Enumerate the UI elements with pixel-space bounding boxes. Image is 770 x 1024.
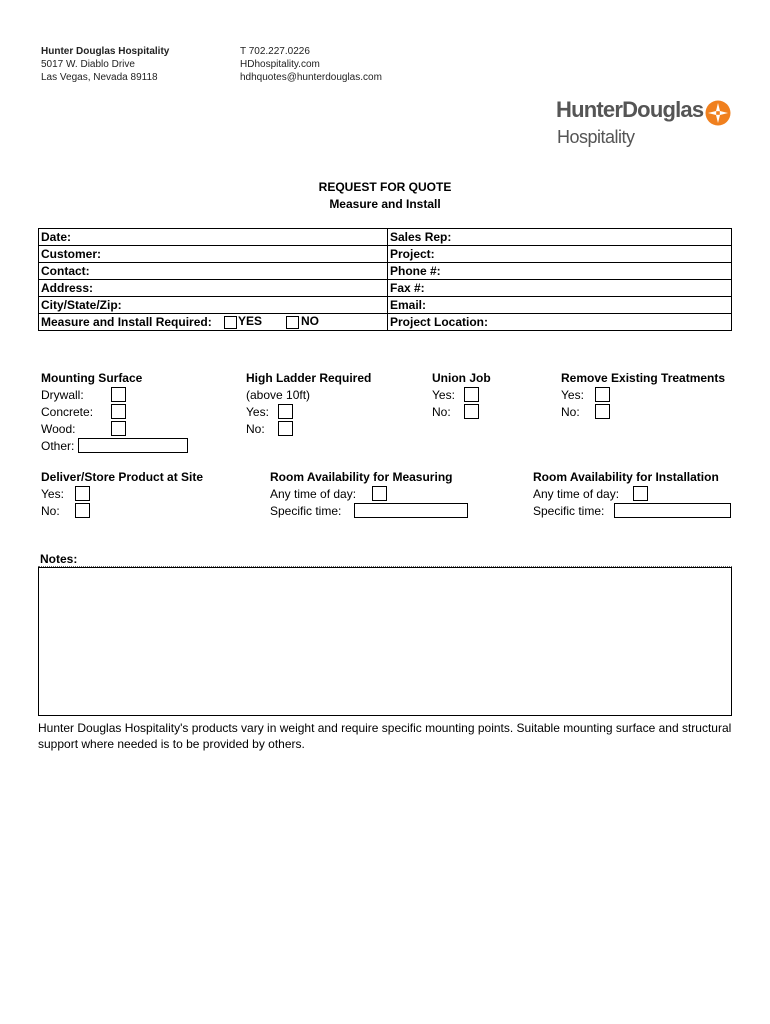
ladder-yes-label: Yes: [246,405,269,419]
mounting-surface-section [41,370,201,455]
remove-existing-section [561,370,741,421]
remove-yes-checkbox[interactable] [595,387,610,402]
project-location-field[interactable]: Project Location: [388,314,732,331]
deliver-yes-checkbox[interactable] [75,486,90,501]
wood-label: Wood: [41,422,76,436]
form-subtitle: Measure and Install [329,197,441,211]
other-label: Other: [41,439,75,453]
measure-specific-time-input[interactable] [354,503,468,518]
contact-field[interactable]: Contact: [39,263,388,280]
concrete-checkbox[interactable] [111,404,126,419]
logo-subtitle: Hospitality [557,127,635,147]
mounting-surface-heading: Mounting Surface [41,371,143,385]
measure-any-time-checkbox[interactable] [372,486,387,501]
drywall-checkbox[interactable] [111,387,126,402]
high-ladder-subtitle: (above 10ft) [246,388,311,402]
install-specific-time-input[interactable] [614,503,731,518]
company-phone: T 702.227.0226 [240,46,310,57]
measure-install-row [39,314,388,331]
room-measuring-section [270,469,480,520]
room-installation-heading: Room Availability for Installation [533,470,719,484]
deliver-no-label: No: [41,504,60,518]
project-field[interactable]: Project: [388,246,732,263]
union-yes-label: Yes: [432,388,455,402]
disclaimer-text: Hunter Douglas Hospitality's products vary in weight and require specific mounting points. Suitable mounting surface and structural support where needed is to be provided by others. [38,721,732,751]
city-state-zip-field[interactable]: City/State/Zip: [39,297,388,314]
drywall-label: Drywall: [41,388,84,402]
measure-no-checkbox[interactable] [286,316,299,329]
company-email: hdhquotes@hunterdouglas.com [240,72,382,83]
company-info [41,45,169,84]
remove-no-checkbox[interactable] [595,404,610,419]
company-address-line1: 5017 W. Diablo Drive [41,59,135,70]
deliver-no-checkbox[interactable] [75,503,90,518]
measure-specific-time-label: Specific time: [270,504,342,518]
company-address-line2: Las Vegas, Nevada 89118 [41,72,158,83]
high-ladder-section [246,370,406,438]
deliver-store-section [41,469,231,520]
address-field[interactable]: Address: [39,280,388,297]
notes-textarea[interactable] [38,567,732,716]
ladder-no-checkbox[interactable] [278,421,293,436]
fax-field[interactable]: Fax #: [388,280,732,297]
install-any-time-label: Any time of day: [533,487,620,501]
install-any-time-checkbox[interactable] [633,486,648,501]
date-field[interactable]: Date: [39,229,388,246]
ladder-yes-checkbox[interactable] [278,404,293,419]
room-installation-section [533,469,738,520]
measure-yes-checkbox[interactable] [224,316,237,329]
deliver-yes-label: Yes: [41,487,64,501]
union-no-checkbox[interactable] [464,404,479,419]
union-job-heading: Union Job [432,371,491,385]
measure-no-label: NO [301,314,319,328]
wood-checkbox[interactable] [111,421,126,436]
remove-existing-heading: Remove Existing Treatments [561,371,726,385]
other-input[interactable] [78,438,188,453]
remove-yes-label: Yes: [561,388,584,402]
logo-wordmark: HunterDouglas [556,97,704,122]
measure-yes-label: YES [238,314,263,328]
union-yes-checkbox[interactable] [464,387,479,402]
company-name: Hunter Douglas Hospitality [41,46,170,57]
room-measuring-heading: Room Availability for Measuring [270,470,453,484]
deliver-store-heading: Deliver/Store Product at Site [41,470,204,484]
measure-any-time-label: Any time of day: [270,487,357,501]
union-no-label: No: [432,405,451,419]
ladder-no-label: No: [246,422,265,436]
concrete-label: Concrete: [41,405,94,419]
sales-rep-field[interactable]: Sales Rep: [388,229,732,246]
measure-install-label: Measure and Install Required: [41,314,212,329]
hunter-douglas-logo [556,97,736,153]
customer-info-table [38,228,732,331]
phone-field[interactable]: Phone #: [388,263,732,280]
customer-field[interactable]: Customer: [39,246,388,263]
high-ladder-heading: High Ladder Required [246,371,372,385]
notes-label: Notes: [40,552,78,566]
form-title: REQUEST FOR QUOTE [318,180,452,194]
install-specific-time-label: Specific time: [533,504,605,518]
union-job-section [432,370,532,421]
logo-mark-icon [705,100,731,126]
remove-no-label: No: [561,405,580,419]
email-field[interactable]: Email: [388,297,732,314]
company-contact [240,45,382,84]
company-website: HDhospitality.com [240,59,320,70]
